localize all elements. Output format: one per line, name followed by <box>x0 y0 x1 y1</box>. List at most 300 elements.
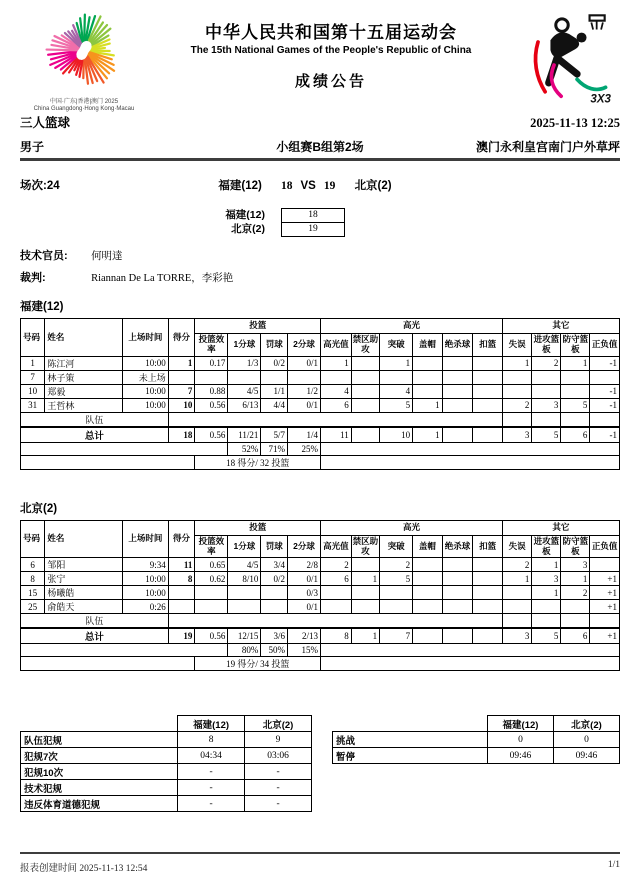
report-created <box>20 860 147 874</box>
cell: 0.17 <box>195 356 228 370</box>
cell <box>561 412 590 427</box>
cell: 10:00 <box>122 586 168 600</box>
column-header: 得分 <box>168 319 195 357</box>
cell: 8/10 <box>228 572 261 586</box>
column-header: 正负值 <box>590 535 620 558</box>
vs-label: VS <box>300 180 316 193</box>
cell <box>502 614 532 629</box>
percent-cell: 80% <box>228 644 261 657</box>
emblem-ray <box>92 48 105 50</box>
team-section-away <box>20 500 620 672</box>
table-header <box>333 716 620 732</box>
referees-label: 裁判: <box>20 272 46 285</box>
cell: 4 <box>380 384 413 398</box>
cell: 4/5 <box>228 558 261 572</box>
total-cell: 19 <box>168 628 195 644</box>
total-cell: -1 <box>590 427 620 443</box>
cell: 6 <box>321 572 352 586</box>
header-row <box>21 319 620 334</box>
officials <box>20 247 620 285</box>
cell: 3 <box>532 572 561 586</box>
cell <box>413 572 443 586</box>
cell: 7 <box>168 384 195 398</box>
total-cell <box>473 628 503 644</box>
cell: 3/4 <box>261 558 288 572</box>
emblem-caption-en: China Guangdong·Hong Kong·Macau <box>33 106 135 113</box>
row-label: 技术犯规 <box>21 780 178 796</box>
total-cell <box>473 427 503 443</box>
cell: 6/13 <box>228 398 261 412</box>
cell <box>228 370 261 384</box>
game-number: 场次:24 <box>20 180 60 193</box>
report-created-label: 报表创建时间 <box>20 864 78 874</box>
total-cell <box>442 628 473 644</box>
game-row <box>20 177 620 192</box>
header-row <box>333 716 620 732</box>
cell: 邹阳 <box>45 558 123 572</box>
cell: 0.65 <box>195 558 228 572</box>
column-header: 禁区助攻 <box>351 535 379 558</box>
score-box-row <box>20 208 620 223</box>
cell: - <box>245 764 312 780</box>
total-cell: 0.56 <box>195 427 228 443</box>
cell <box>561 384 590 398</box>
cell <box>321 370 352 384</box>
cell <box>261 370 288 384</box>
total-cell: 18 <box>168 427 195 443</box>
cell: 25 <box>21 600 45 614</box>
cell: 8 <box>168 572 195 586</box>
score-box-team: 福建(12) <box>225 209 265 222</box>
cell: 15 <box>21 586 45 600</box>
row-label: 挑战 <box>333 732 488 748</box>
table-header <box>21 319 620 357</box>
total-cell: 0.56 <box>195 628 228 644</box>
column-header: 防守篮板 <box>561 334 590 357</box>
home-score: 18 <box>281 180 293 193</box>
cell <box>228 600 261 614</box>
player-row <box>21 572 620 586</box>
cell: 1 <box>21 356 45 370</box>
table-body <box>333 732 620 764</box>
fouls-table <box>20 715 312 812</box>
percent-cell: 25% <box>288 442 321 455</box>
team-row <box>21 412 620 427</box>
column-group-header: 其它 <box>502 520 619 535</box>
cell: 2 <box>502 558 532 572</box>
cell: 04:34 <box>178 748 245 764</box>
cell: 1 <box>532 586 561 600</box>
cell <box>21 644 228 657</box>
cell: 0/1 <box>288 600 321 614</box>
cell <box>532 370 561 384</box>
cell: 3 <box>561 558 590 572</box>
cell: 0 <box>553 732 619 748</box>
player-row <box>21 370 620 384</box>
away-score: 19 <box>323 180 336 193</box>
cell <box>261 600 288 614</box>
cell: 1 <box>502 356 532 370</box>
score-box <box>20 208 620 237</box>
blank-header <box>333 716 488 732</box>
cell <box>561 614 590 629</box>
cell <box>473 586 503 600</box>
cell <box>413 586 443 600</box>
cell: 09:46 <box>487 748 553 764</box>
cell: 0.62 <box>195 572 228 586</box>
column-header: 突破 <box>380 334 413 357</box>
column-header: 1分球 <box>228 535 261 558</box>
blank-header <box>21 716 178 732</box>
cell: 0.88 <box>195 384 228 398</box>
cell <box>351 586 379 600</box>
column-header: 2分球 <box>288 334 321 357</box>
column-header: 号码 <box>21 319 45 357</box>
cell <box>561 600 590 614</box>
shots-note: 19 得分/ 34 投篮 <box>195 657 321 671</box>
header-left <box>20 10 148 113</box>
cell: 杨曦皓 <box>45 586 123 600</box>
cell: 0:26 <box>122 600 168 614</box>
cell: 5 <box>561 398 590 412</box>
cell <box>195 586 228 600</box>
row-label: 队伍犯规 <box>21 732 178 748</box>
total-cell: 1 <box>413 427 443 443</box>
column-header: 上场时间 <box>122 520 168 558</box>
total-cell: 5/7 <box>261 427 288 443</box>
cell <box>321 644 620 657</box>
cell <box>442 572 473 586</box>
total-cell: 6 <box>561 427 590 443</box>
percent-cell: 50% <box>261 644 288 657</box>
cell <box>380 586 413 600</box>
total-cell: 1/4 <box>288 427 321 443</box>
cell: 7 <box>21 370 45 384</box>
percent-row <box>21 644 620 657</box>
cell <box>502 370 532 384</box>
cell: 1 <box>380 356 413 370</box>
cell: 0/3 <box>288 586 321 600</box>
cell <box>351 398 379 412</box>
total-cell: 7 <box>380 628 413 644</box>
column-header: 得分 <box>168 520 195 558</box>
referees-line <box>20 269 620 285</box>
column-header: 扣篮 <box>473 334 503 357</box>
cell: 8 <box>178 732 245 748</box>
cell <box>590 412 620 427</box>
team-column-header: 福建(12) <box>178 716 245 732</box>
cell <box>168 614 502 629</box>
cell <box>351 370 379 384</box>
cell: - <box>178 764 245 780</box>
cell <box>473 572 503 586</box>
column-header: 投篮效率 <box>195 535 228 558</box>
cell <box>168 412 502 427</box>
phase-label: 小组赛B组第2场 <box>276 140 364 155</box>
cell: 2 <box>561 586 590 600</box>
cell <box>288 370 321 384</box>
column-header: 高光值 <box>321 535 352 558</box>
cell <box>168 600 195 614</box>
cell <box>21 442 228 455</box>
player-row <box>21 600 620 614</box>
cell: 1/1 <box>261 384 288 398</box>
cell: 31 <box>21 398 45 412</box>
cell: -1 <box>590 384 620 398</box>
cell: 0 <box>487 732 553 748</box>
column-group-header: 投篮 <box>195 520 321 535</box>
cell: 9 <box>245 732 312 748</box>
cell <box>473 384 503 398</box>
cell <box>380 600 413 614</box>
table-row <box>21 764 312 780</box>
cell <box>532 600 561 614</box>
total-cell: 6 <box>561 628 590 644</box>
cell: 6 <box>321 398 352 412</box>
cell: 3 <box>532 398 561 412</box>
cell: -1 <box>590 398 620 412</box>
table-row <box>21 748 312 764</box>
column-header: 绝杀球 <box>442 334 473 357</box>
cell: 09:46 <box>553 748 619 764</box>
table-row <box>21 796 312 812</box>
technical-official-line <box>20 247 620 263</box>
cell <box>442 586 473 600</box>
cell <box>380 370 413 384</box>
cell <box>321 600 352 614</box>
team-title: 北京(2) <box>20 502 58 515</box>
national-games-emblem <box>41 10 127 96</box>
percent-cell: 52% <box>228 442 261 455</box>
column-header: 禁区助攻 <box>351 334 379 357</box>
report-datetime: 2025-11-13 12:25 <box>530 116 620 131</box>
score-box-row <box>20 222 620 237</box>
column-header: 绝杀球 <box>442 535 473 558</box>
footer-row <box>20 860 620 874</box>
cell <box>195 370 228 384</box>
cell <box>561 370 590 384</box>
table-row <box>333 732 620 748</box>
column-header: 失误 <box>502 334 532 357</box>
cell: 未上场 <box>122 370 168 384</box>
table-header <box>21 520 620 558</box>
emblem-caption-cn: 中国·广东|香港|澳门 2025 <box>49 99 119 105</box>
bottom-tables <box>20 715 620 812</box>
column-header: 正负值 <box>590 334 620 357</box>
column-header: 扣篮 <box>473 535 503 558</box>
header-center <box>148 10 514 91</box>
cell: 林子策 <box>45 370 123 384</box>
cell: 1/2 <box>288 384 321 398</box>
cell <box>473 370 503 384</box>
cell: 张宁 <box>45 572 123 586</box>
cell: 2 <box>321 558 352 572</box>
table-body <box>21 558 620 671</box>
total-cell: 3 <box>502 628 532 644</box>
cell: - <box>245 780 312 796</box>
cell <box>442 398 473 412</box>
total-cell: 12/15 <box>228 628 261 644</box>
column-header: 1分球 <box>228 334 261 357</box>
cell <box>321 657 620 671</box>
cell <box>413 384 443 398</box>
total-cell: 11 <box>321 427 352 443</box>
sport-name: 三人篮球 <box>20 116 71 131</box>
cell <box>413 558 443 572</box>
divider-footer <box>20 852 620 854</box>
cell <box>473 558 503 572</box>
cell: 王哲林 <box>45 398 123 412</box>
cell <box>321 586 352 600</box>
column-group-header: 高光 <box>321 520 503 535</box>
header-row <box>21 716 312 732</box>
player-row <box>21 384 620 398</box>
cell <box>442 356 473 370</box>
cell <box>351 600 379 614</box>
basketball-3x3-icon <box>524 10 616 106</box>
cell: 5 <box>380 398 413 412</box>
cell: +1 <box>590 600 620 614</box>
gender-label: 男子 <box>20 140 45 155</box>
note-row <box>21 657 620 671</box>
column-header: 姓名 <box>45 520 123 558</box>
cell <box>473 600 503 614</box>
cell <box>351 558 379 572</box>
column-header: 2分球 <box>288 535 321 558</box>
divider-thick <box>20 158 620 161</box>
cell <box>532 614 561 629</box>
cell: 1 <box>502 572 532 586</box>
cell: 10 <box>21 384 45 398</box>
cell: 0.56 <box>195 398 228 412</box>
row-label: 违反体育道德犯规 <box>21 796 178 812</box>
cell: 郑毅 <box>45 384 123 398</box>
team-column-header: 北京(2) <box>245 716 312 732</box>
row-label: 暂停 <box>333 748 488 764</box>
team-title: 福建(12) <box>20 301 64 314</box>
column-header: 进攻篮板 <box>532 334 561 357</box>
team-section-home <box>20 298 620 470</box>
column-header: 盖帽 <box>413 334 443 357</box>
player-row <box>21 356 620 370</box>
table-row <box>21 732 312 748</box>
total-cell: 5 <box>532 427 561 443</box>
cell <box>442 384 473 398</box>
cell: 2 <box>532 356 561 370</box>
cell: 4 <box>321 384 352 398</box>
referees-names: Riannan De La TORRE，李彩艳 <box>91 273 234 285</box>
total-cell: +1 <box>590 628 620 644</box>
team-column-header: 北京(2) <box>553 716 619 732</box>
player-row <box>21 586 620 600</box>
cell <box>532 412 561 427</box>
total-cell: 10 <box>380 427 413 443</box>
technical-official-label: 技术官员: <box>20 250 68 263</box>
page-title: 中华人民共和国第十五届运动会 <box>205 23 457 42</box>
total-label: 总计 <box>21 628 169 644</box>
column-group-header: 高光 <box>321 319 503 334</box>
cell: 1 <box>561 356 590 370</box>
cell: -1 <box>590 356 620 370</box>
cell: 1 <box>321 356 352 370</box>
cell: 10 <box>168 398 195 412</box>
box-score-table-home <box>20 318 620 470</box>
column-header: 罚球 <box>261 334 288 357</box>
cell: 2 <box>380 558 413 572</box>
cell: 5 <box>380 572 413 586</box>
percent-cell: 15% <box>288 644 321 657</box>
team-row <box>21 614 620 629</box>
column-header: 投篮效率 <box>195 334 228 357</box>
score-box-team: 北京(2) <box>231 223 265 236</box>
cell: +1 <box>590 572 620 586</box>
cell <box>195 600 228 614</box>
cell: 1 <box>561 572 590 586</box>
cell <box>442 370 473 384</box>
total-cell: 1 <box>351 628 379 644</box>
footer <box>20 852 620 874</box>
percent-row <box>21 442 620 455</box>
row-label: 犯规7次 <box>21 748 178 764</box>
team-row-label: 队伍 <box>21 614 169 629</box>
cell <box>228 586 261 600</box>
column-header: 进攻篮板 <box>532 535 561 558</box>
cell <box>351 384 379 398</box>
note-row <box>21 455 620 469</box>
cell <box>473 398 503 412</box>
player-row <box>21 558 620 572</box>
venue-label: 澳门永利皇宫南门户外草坪 <box>475 140 620 155</box>
shots-note: 18 得分/ 32 投篮 <box>195 455 321 469</box>
column-header: 上场时间 <box>122 319 168 357</box>
cell <box>532 384 561 398</box>
emblem-ray <box>47 50 77 51</box>
cell <box>473 356 503 370</box>
total-cell <box>442 427 473 443</box>
sport-row <box>20 113 620 131</box>
cell <box>413 356 443 370</box>
total-cell <box>413 628 443 644</box>
cell: 0/2 <box>261 572 288 586</box>
score-box-value: 18 <box>281 208 345 223</box>
cell: - <box>245 796 312 812</box>
cell: 1 <box>532 558 561 572</box>
page-number: 1/1 <box>607 860 620 870</box>
cell <box>413 600 443 614</box>
cell: 8 <box>21 572 45 586</box>
logo-3x3-label: 3X3 <box>590 93 611 106</box>
cell <box>502 586 532 600</box>
cell: 陈江河 <box>45 356 123 370</box>
cell: 10:00 <box>122 572 168 586</box>
cell <box>502 384 532 398</box>
table-header <box>21 716 312 732</box>
cell: 10:00 <box>122 356 168 370</box>
cell: 6 <box>21 558 45 572</box>
player-row <box>21 398 620 412</box>
cell <box>590 614 620 629</box>
cell: 11 <box>168 558 195 572</box>
cell: - <box>178 780 245 796</box>
cell: 10:00 <box>122 384 168 398</box>
total-cell: 8 <box>321 628 352 644</box>
table-row <box>333 748 620 764</box>
cell <box>442 558 473 572</box>
cell <box>590 558 620 572</box>
cell: 1/3 <box>228 356 261 370</box>
total-cell: 3/6 <box>261 628 288 644</box>
cell <box>168 586 195 600</box>
